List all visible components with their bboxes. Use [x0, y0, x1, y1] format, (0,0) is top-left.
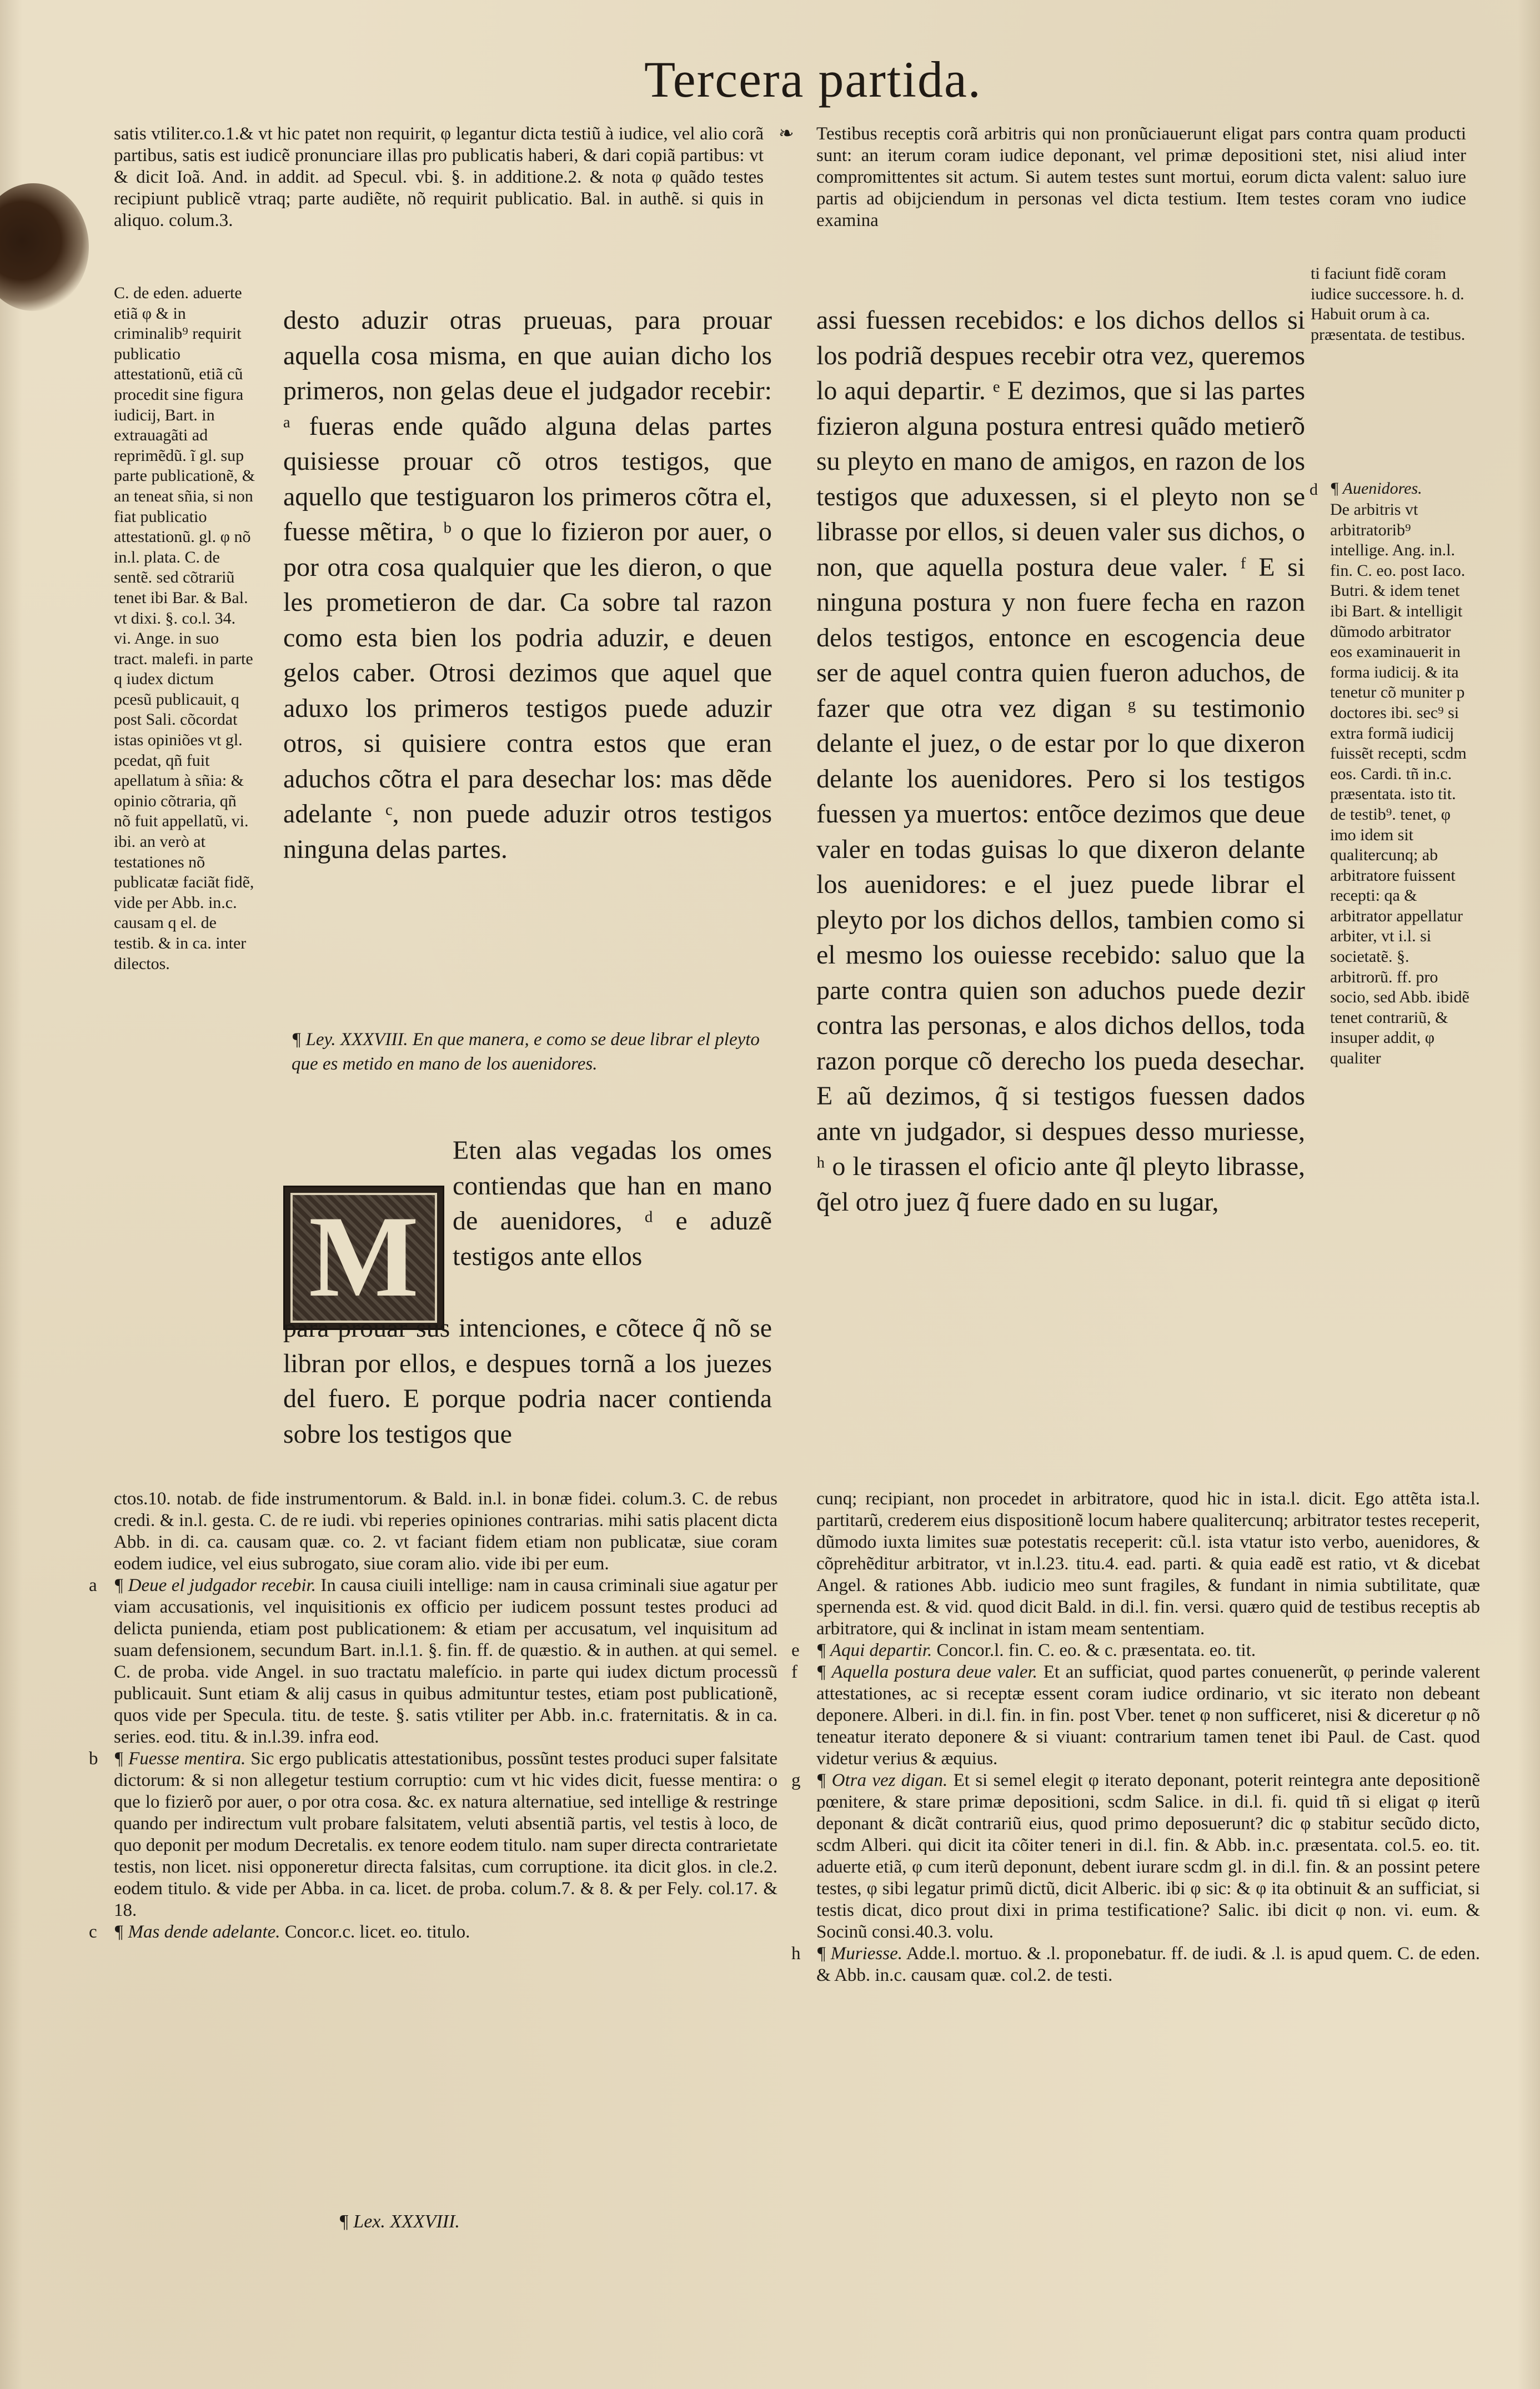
main-text-column-1: desto aduzir otras prueuas, para prouar aquella cosa misma, en que auian dicho los primeros, non gelas deue el judgador recebir: ᵃ fueras ende quãdo alguna delas partes quisiesse prouar cõ otros testigos, que aquello que testiguaron los primeros cõtra el, fuesse mẽtira, ᵇ o que lo fizieron por auer, o por otra cosa qualquier que les dieron, o que les prometieron de dar. Ca sobre tal razon como esta bien los podria aduzir, e deuen gelos caber. Otrosi dezimos que aquel que aduxo los primeros testigos puede aduzir otros, si quisiere contra estos que eran aduchos cõtra el para desechar los: mas dẽde adelante ᶜ, non puede aduzir otros testigos ninguna delas partes.	[283, 305, 772, 864]
main-text-column-2: assi fuessen recebidos: e los dichos dellos si los podriã despues recebir otra vez, queremos lo aqui departir. ᵉ E dezimos, que si las partes fizieron alguna postura entresi quãdo metierõ su pleyto en mano de amigos, en razon de los testigos que aduxessen, si el pleyto non se librasse por ellos, si deuen valer sus dichos, o non, que aquella postura deue valer. ᶠ E si ninguna postura y non fuere fecha en razon delos testigos, entonce en escogencia deue ser de aquel contra quien fueron aduchos, de fazer que otra vez digan ᵍ su testimonio delante el juez, o de estar por lo que dixeron delante los auenidores. Pero si los testigos fuessen ya muertos: entõce dezimos que deue valer en todas guisas lo que dixeron delante los auenidores: e el juez puede librar el pleyto por los dichos dellos, tambien como si el mesmo los ouiesse recebido: saluo que la parte contra quien son aduchos puede dezir contra las personas, e alos dichos dellos, toda razon porque cõ derecho los pueda desechar. E aũ dezimos, q̃ si testigos fuessen dados ante vn judgador, si despues desso muriesse, ʰ o le tirassen el oficio ante q̃l pleyto librasse, q̃el otro juez q̃ fuere dado en su lugar,	[816, 305, 1305, 1217]
note-label: a	[89, 1575, 97, 1595]
note-e	[791, 1640, 1480, 1662]
manicule-marker: ❧	[779, 124, 794, 144]
ink-stain	[0, 183, 89, 311]
note-label-d: d	[1310, 480, 1318, 499]
note-f	[791, 1662, 1480, 1770]
note-head: ¶ Otra vez digan.	[816, 1770, 948, 1790]
note-head-d: ¶ Auenidores.	[1330, 479, 1422, 498]
left-edge-shadow	[0, 0, 22, 2389]
note-b	[89, 1748, 777, 1921]
note-continuation-left: ctos.10. notab. de fide instrumentorum. & Bald. in.l. in bonæ fidei. colum.3. C. de rebus credi. & in.l. gesta. C. de re iudi. vbi reperies opiniones contrarias. mihi satis placent dicta Abb. in di. ca. causam quæ. co. 2. vt faciant fidem etiam non publicatæ, siue coram eodem iudice, vel eius subrogato, siue coram alio. vide ibi per eum.	[114, 1489, 777, 1574]
law-text: para prouar sus intenciones, e cõtece q̃ nõ se libran por ellos, e despues tornã a los juezes del fuero. E porque podria nacer contienda sobre los testigos que	[283, 1313, 772, 1449]
note-text: Adde.l. mortuo. & .l. proponebatur. ff. de iudi. & .l. is apud quem. C. de eden. & Abb. in.c. causam quæ. col.2. de testi.	[816, 1944, 1480, 1985]
decorated-initial	[283, 1186, 444, 1330]
right-edge-shadow	[1518, 0, 1540, 2389]
note-label: b	[89, 1749, 98, 1769]
gloss-right-margin-top: ti faciunt fidẽ coram iudice successore. h. d. Habuit orum à ca. præsentata. de testibus.	[1311, 264, 1466, 344]
notes-right	[791, 1488, 1480, 2249]
note-label: c	[89, 1922, 97, 1942]
note-text: Et si semel elegit φ iterato deponant, poterit reintegra ante depositionẽ pœnitere, & stare primæ depositioni, scdm Salice. in di.l. fi. quid tñ si eligat φ iterũ deponant & dicãt contrariũ eius, quod primo deposuerunt? dic φ stabitur secũdo dicto, scdm Alberi. qui dicit ita cõiter teneri in di.l. fin. & Abb. in.c. præsentata. col.5. eo. tit. aduerte etiã, φ cum iterũ deponunt, debent iurare scdm gl. in di.l. fin. & an possint petere testes, φ sibi legatur primũ dictũ, dicit Alberic. ibi φ sic: & φ ita obtinuit & an sufficiat, si testis dicat, dico prout dixi in prima testificatione? Salic. ibi dicit φ non. vi. eum. & Socinũ consi.40.3. volu.	[816, 1770, 1480, 1942]
notes-left	[89, 1488, 777, 2210]
signature-mark: ¶ Lex. XXXVIII.	[339, 2211, 460, 2232]
note-text: Concor.c. licet. eo. titulo.	[284, 1922, 470, 1942]
note-text: Sic ergo publicatis attestationibus, possũnt testes produci super falsitate dictorum: & si non allegetur testium corruptio: cum vt hic vides dicit, fuesse mentira: o que lo fizierõ por auer, o por otra cosa. &c. ex natura alternatiue, sed intellige & restringe quando per indirectum vult probare falsitatem, veluti absentiã partis, vel testis à loco, de quo deponit per modum Decretalis. ex tenore eodem titulo. nam super directa contrarietate testis, non licet. nisi opponeretur directa falsitas, cum corruptione. ita dicit glos. in cle.2. eodem titulo. & vide per Abba. in ca. licet. de proba. colum.7. & 8. & per Fely. col.17. & 18.	[114, 1749, 777, 1920]
running-header: Tercera partida.	[644, 51, 982, 108]
note-label: g	[791, 1770, 801, 1790]
note-text: Et an sufficiat, quod partes conuenerũt, φ perinde valerent attestationes, ac si receptæ essent coram iudice ordinario, vt sic iterato non debeant deponere. Alberi. in di.l. fin. in fin. post Vber. tenet φ non sufficeret, nisi & diceretur φ nõ teneatur iterato deponere & si viuant: contrarium tamen tenet ibi Paul. de Cast. quod videtur verius & æquius.	[816, 1662, 1480, 1769]
note-continuation-right: cunq; recipiant, non procedet in arbitratore, quod hic in ista.l. dicit. Ego attẽta ista.l. partitarũ, crederem eius dispositionẽ locum habere qualitercunq; arbitrator testes receperit, dũmodo iuxta limites suæ potestatis receperit: cũ.l. ista vtatur isto verbo, auenidores, & cõprehẽditur arbitrator, vt in.l.23. titu.4. ead. parti. & quia eadẽ est ratio, vt & dicebat Angel. & rationes Abb. iudicio meo sunt fragiles, & fundant in nimia subtilitate, quæ spernenda est. & vid. quod dicit Bald. in di.l. fin. versi. quæro quid de testibus receptis ab arbitratore, qui & inclinat in istam meam sententiam.	[816, 1489, 1480, 1639]
gloss-top-left: satis vtiliter.co.1.& vt hic patet non requirit, φ legantur dicta testiũ à iudice, vel alio corã partibus, satis est iudicẽ pronunciare illas pro publicatis haberi, & dari copiã partibus: vt & dicit Ioã. And. in addit. ad Specul. vbi. §. in additione.2. & nota φ quãdo testes recipiunt publicẽ vtraq; parte audiẽte, nõ requirit publicatio. Bal. in authẽ. si quis in aliquo. colum.3.	[114, 124, 764, 230]
law-text-beside-initial: Eten alas vegadas los omes contiendas que han en mano de auenidores, ᵈ e aduzẽ testigos ante ellos	[453, 1136, 772, 1271]
note-label: f	[791, 1662, 797, 1682]
note-g	[791, 1770, 1480, 1943]
note-label: h	[791, 1944, 801, 1964]
note-text: Concor.l. fin. C. eo. & c. præsentata. eo. tit.	[936, 1640, 1256, 1660]
gloss-top-right: Testibus receptis corã arbitris qui non pronũciauerunt eligat pars contra quam producti sunt: an iterum coram iudice deponant, vel primæ depositioni stet, nisi aliud inter compromittentes sit actum. Si autem testes sunt mortui, eorum dicta valent: saluo iure partis ad obijciendum in personas vel dicta testium. Item testes coram vno iudice examina	[816, 124, 1466, 230]
note-head: ¶ Aquella postura deue valer.	[816, 1662, 1037, 1682]
note-head: ¶ Fuesse mentira.	[114, 1749, 246, 1769]
note-text: In causa ciuili intellige: nam in causa criminali siue agatur per viam accusationis, vel inquisitionis ex officio per iudicem possunt testes produci ad delicta punienda, etiam post publicationem: & etiam per accusatum, vel inquisitum ad suam defensionem, secundum Bart. in.l.1. §. fin. ff. de quæstio. & in authen. at qui semel. C. de proba. vide Angel. in suo tractatu malefício. in parte qui iudex dictum processũ publicauit. Sunt etiam & alij casus in quibus admituntur testes, etiam post publicationẽ, quos vide per Specula. titu. de teste. §. satis vtiliter per Abb. in.c. fraternitatis. & in ca. series. eod. titu. & in.l.39. infra eod.	[114, 1575, 777, 1747]
note-head: ¶ Mas dende adelante.	[114, 1922, 280, 1942]
note-h	[791, 1943, 1480, 1986]
note-head: ¶ Aqui departir.	[816, 1640, 932, 1660]
note-label: e	[791, 1640, 800, 1660]
note-head: ¶ Muriesse.	[816, 1944, 902, 1964]
note-head: ¶ Deue el judgador recebir.	[114, 1575, 316, 1595]
initial-letter: M	[308, 1192, 419, 1321]
gloss-left-margin: C. de eden. aduerte etiã φ & in criminalib⁹ requirit publicatio attestationũ, etiã cũ procedit sine figura iudicij, Bart. in extrauagãti ad reprimẽdũ. ĩ gl. sup parte publicationẽ, & an teneat sñia, si non fiat publicatio attestationũ. gl. φ nõ in.l. plata. C. de sentẽ. sed cõtrariũ tenet ibi Bar. & Bal. vt dixi. §. co.l. 34. vi. Ange. in suo tract. malefi. in parte q iudex dictum pcesũ publicauit, q post Sali. cõcordat istas opiniões vt gl. pcedat, qñ fuit apellatum à sñia: & opinio cõtraria, qñ nõ fuit appellatũ, vi. ibi. an verò at testationes nõ publicatæ faciãt fidẽ, vide per Abb. in.c. causam q el. de testib. & in ca. inter dilectos.	[114, 284, 255, 973]
note-c	[89, 1921, 777, 1943]
note-a	[89, 1575, 777, 1748]
gloss-right-margin: De arbitris vt arbitratorib⁹ intellige. Ang. in.l. fin. C. eo. post Iaco. Butri. & idem tenet ibi Bart. & intelligit dũmodo arbitrator eos examinauerit in forma iudicij. & ita tenetur cõ muniter p doctores ibi. sec⁹ si extra formã iudicij fuissẽt recepti, scdm eos. Cardi. tñ in.c. præsentata. isto tit. de testib⁹. tenet, φ imo idem sit qualitercunq; ab arbitratore fuissent recepti: qa & arbitrator appellatur arbiter, vt i.l. si societatẽ. §. arbitrorũ. ff. pro socio, sed Abb. ibidẽ tenet contrariũ, & insuper addit, φ qualiter	[1330, 500, 1469, 1068]
law-heading: ¶ Ley. XXXVIII. En que manera, e como se deue librar el pleyto que es metido en mano de los auenidores.	[292, 1030, 760, 1074]
